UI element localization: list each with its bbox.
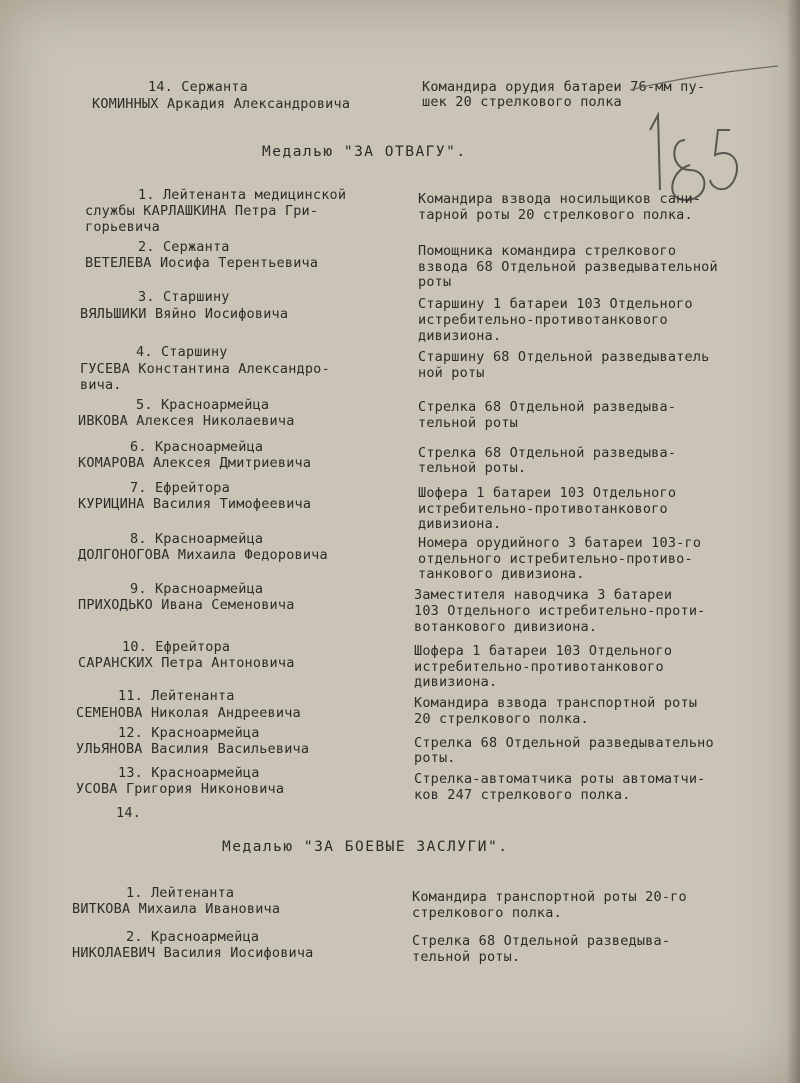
entry2-position-line3: роты: [418, 274, 452, 290]
entry5-name: ИВКОВА Алексея Николаевича: [78, 413, 295, 429]
entry8-rank: 8. Красноармейца: [130, 531, 264, 547]
s2-entry1-name: ВИТКОВА Михаила Ивановича: [72, 901, 281, 917]
entry1-name: службы КАРЛАШКИНА Петра Гри-: [85, 203, 319, 219]
entry13-position-line2: ков 247 стрелкового полка.: [414, 787, 631, 803]
entry7-position-line2: истребительно-противотанкового: [418, 501, 668, 517]
s2-entry2-name: НИКОЛАЕВИЧ Василия Иосифовича: [72, 945, 314, 961]
entry8-position-line3: танкового дивизиона.: [418, 566, 585, 582]
entry8-position-line1: Номера орудийного 3 батареи 103-го: [418, 535, 702, 551]
entry1-name-cont: горьевича: [85, 219, 160, 235]
s2-entry2-rank: 2. Красноармейца: [126, 929, 260, 945]
entry8-position-line2: отдельного истребительно-противо-: [418, 551, 693, 567]
top-entry-name: КОМИННЫХ Аркадия Александровича: [92, 96, 351, 112]
top-entry-position-line1: Командира орудия батареи 76-мм пу-: [422, 79, 706, 95]
top-entry-rank: 14. Сержанта: [148, 79, 248, 95]
entry12-position-line2: роты.: [414, 750, 456, 766]
entry10-position-line3: дивизиона.: [414, 674, 498, 690]
entry7-rank: 7. Ефрейтора: [130, 480, 230, 496]
entry13-name: УСОВА Григория Никоновича: [76, 781, 285, 797]
entry7-position-line3: дивизиона.: [418, 516, 502, 532]
trailing-entry-number: 14.: [116, 805, 141, 821]
s2-entry1-rank: 1. Лейтенанта: [126, 885, 235, 901]
entry12-name: УЛЬЯНОВА Василия Васильевича: [76, 741, 310, 757]
entry4-name: ГУСЕВА Константина Александро-: [80, 361, 330, 377]
s2-entry1-position-line2: стрелкового полка.: [412, 905, 562, 921]
entry11-position-line1: Командира взвода транспортной роты: [414, 695, 698, 711]
s2-entry2-position-line2: тельной роты.: [412, 949, 521, 965]
entry12-position-line1: Стрелка 68 Отдельной разведывательно: [414, 735, 714, 751]
entry9-position-line3: вотанкового дивизиона.: [414, 619, 598, 635]
entry7-position-line1: Шофера 1 батареи 103 Отдельного: [418, 485, 677, 501]
entry1-position-line1: Командира взвода носильщиков сани-: [418, 191, 702, 207]
entry7-name: КУРИЦИНА Василия Тимофеевича: [78, 496, 312, 512]
entry9-position-line2: 103 Отдельного истребительно-проти-: [414, 603, 706, 619]
entry4-rank: 4. Старшину: [136, 344, 228, 360]
entry3-name: ВЯЛЬШИКИ Вяйно Иосифовича: [80, 306, 289, 322]
entry10-position-line2: истребительно-противотанкового: [414, 659, 664, 675]
entry10-name: САРАНСКИХ Петра Антоновича: [78, 655, 295, 671]
entry2-position-line1: Помощника командира стрелкового: [418, 243, 677, 259]
entry6-rank: 6. Красноармейца: [130, 439, 264, 455]
entry9-rank: 9. Красноармейца: [130, 581, 264, 597]
top-entry-position-line2: шек 20 стрелкового полка: [422, 94, 622, 110]
entry11-position-line2: 20 стрелкового полка.: [414, 711, 589, 727]
entry3-position-line3: дивизиона.: [418, 328, 502, 344]
entry12-rank: 12. Красноармейца: [118, 725, 260, 741]
entry2-name: ВЕТЕЛЕВА Иосифа Терентьевича: [85, 255, 319, 271]
s2-entry2-position-line1: Стрелка 68 Отдельной разведыва-: [412, 933, 671, 949]
section-heading-za-boevye-zaslugi: Медалью "ЗА БОЕВЫЕ ЗАСЛУГИ".: [222, 839, 509, 855]
entry5-position-line1: Стрелка 68 Отдельной разведыва-: [418, 399, 677, 415]
entry5-rank: 5. Красноармейца: [136, 397, 270, 413]
entry3-position-line2: истребительно-противотанкового: [418, 312, 668, 328]
entry13-rank: 13. Красноармейца: [118, 765, 260, 781]
section-heading-za-otvagu: Медалью "ЗА ОТВАГУ".: [262, 144, 467, 160]
entry6-position-line2: тельной роты.: [418, 460, 527, 476]
entry6-name: КОМАРОВА Алексея Дмитриевича: [78, 455, 312, 471]
entry1-position-line2: тарной роты 20 стрелкового полка.: [418, 207, 693, 223]
entry8-name: ДОЛГОНОГОВА Михаила Федоровича: [78, 547, 328, 563]
entry5-position-line2: тельной роты: [418, 415, 518, 431]
entry3-position-line1: Старшину 1 батареи 103 Отдельного: [418, 296, 693, 312]
s2-entry1-position-line1: Командира транспортной роты 20-го: [412, 889, 687, 905]
entry1-rank: 1. Лейтенанта медицинской: [138, 187, 347, 203]
entry6-position-line1: Стрелка 68 Отдельной разведыва-: [418, 445, 677, 461]
entry3-rank: 3. Старшину: [138, 289, 230, 305]
entry11-rank: 11. Лейтенанта: [118, 688, 235, 704]
entry11-name: СЕМЕНОВА Николая Андреевича: [76, 705, 301, 721]
entry2-position-line2: взвода 68 Отдельной разведывательной: [418, 259, 718, 275]
entry9-name: ПРИХОДЬКО Ивана Семеновича: [78, 597, 295, 613]
entry2-rank: 2. Сержанта: [138, 239, 230, 255]
entry4-position-line1: Старшину 68 Отдельной разведыватель: [418, 349, 710, 365]
entry4-name-cont: вича.: [80, 377, 122, 393]
entry13-position-line1: Стрелка-автоматчика роты автоматчи-: [414, 771, 706, 787]
entry10-rank: 10. Ефрейтора: [122, 639, 231, 655]
page-edge-shadow: [786, 0, 800, 1083]
entry10-position-line1: Шофера 1 батареи 103 Отдельного: [414, 643, 673, 659]
entry4-position-line2: ной роты: [418, 365, 485, 381]
entry9-position-line1: Заместителя наводчика 3 батареи: [414, 587, 673, 603]
handwritten-page-number-icon: [630, 60, 780, 210]
